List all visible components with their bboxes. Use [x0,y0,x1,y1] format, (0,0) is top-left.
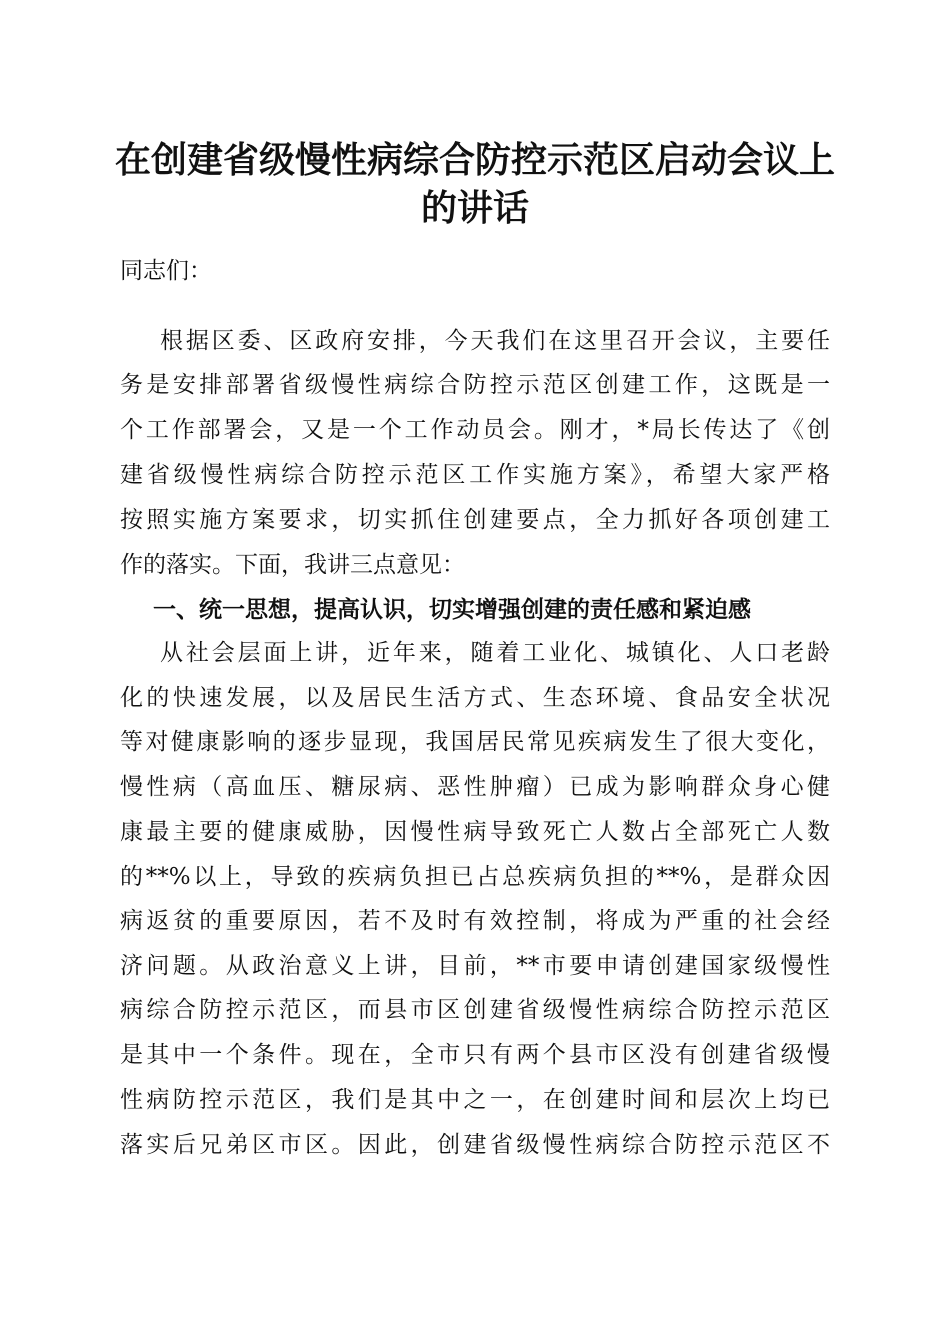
paragraph-2-line: 性病防控示范区，我们是其中之一，在创建时间和层次上均已 [120,1087,830,1113]
paragraph-1-line: 务是安排部署省级慢性病综合防控示范区创建工作，这既是一 [120,372,830,398]
paragraph-2-line: 化的快速发展，以及居民生活方式、生态环境、食品安全状况 [120,685,830,711]
paragraph-2-line: 济问题。从政治意义上讲，目前，**市要申请创建国家级慢性 [120,953,830,979]
paragraph-2-line: 病综合防控示范区，而县市区创建省级慢性病综合防控示范区 [120,997,830,1023]
paragraph-2-line: 康最主要的健康威胁，因慢性病导致死亡人数占全部死亡人数 [120,819,830,845]
paragraph-2-line: 病返贫的重要原因，若不及时有效控制，将成为严重的社会经 [120,908,830,934]
paragraph-1-line: 建省级慢性病综合防控示范区工作实施方案》，希望大家严格 [120,462,830,488]
paragraph-2-line: 落实后兄弟区市区。因此，创建省级慢性病综合防控示范区不 [120,1132,830,1158]
paragraph-2-line: 从社会层面上讲，近年来，随着工业化、城镇化、人口老龄 [160,640,830,666]
salutation: 同志们： [120,258,212,284]
paragraph-1-line: 作的落实。下面，我讲三点意见： [120,552,465,578]
paragraph-1-line: 根据区委、区政府安排，今天我们在这里召开会议，主要任 [160,328,830,354]
document-title-line-2: 的讲话 [420,187,529,229]
paragraph-1-line: 按照实施方案要求，切实抓住创建要点，全力抓好各项创建工 [120,507,830,533]
section-heading-1: 一、统一思想，提高认识，切实增强创建的责任感和紧迫感 [153,597,751,623]
paragraph-2-line: 等对健康影响的逐步显现，我国居民常见疾病发生了很大变化， [120,729,830,755]
paragraph-1-line: 个工作部署会，又是一个工作动员会。刚才，*局长传达了《创 [120,417,830,443]
document-title-line-1: 在创建省级慢性病综合防控示范区启动会议上 [114,139,835,181]
paragraph-2-line: 慢性病（高血压、糖尿病、恶性肿瘤）已成为影响群众身心健 [120,774,830,800]
paragraph-2-line: 的**%以上，导致的疾病负担已占总疾病负担的**%，是群众因 [120,864,830,890]
paragraph-2-line: 是其中一个条件。现在，全市只有两个县市区没有创建省级慢 [120,1042,830,1068]
